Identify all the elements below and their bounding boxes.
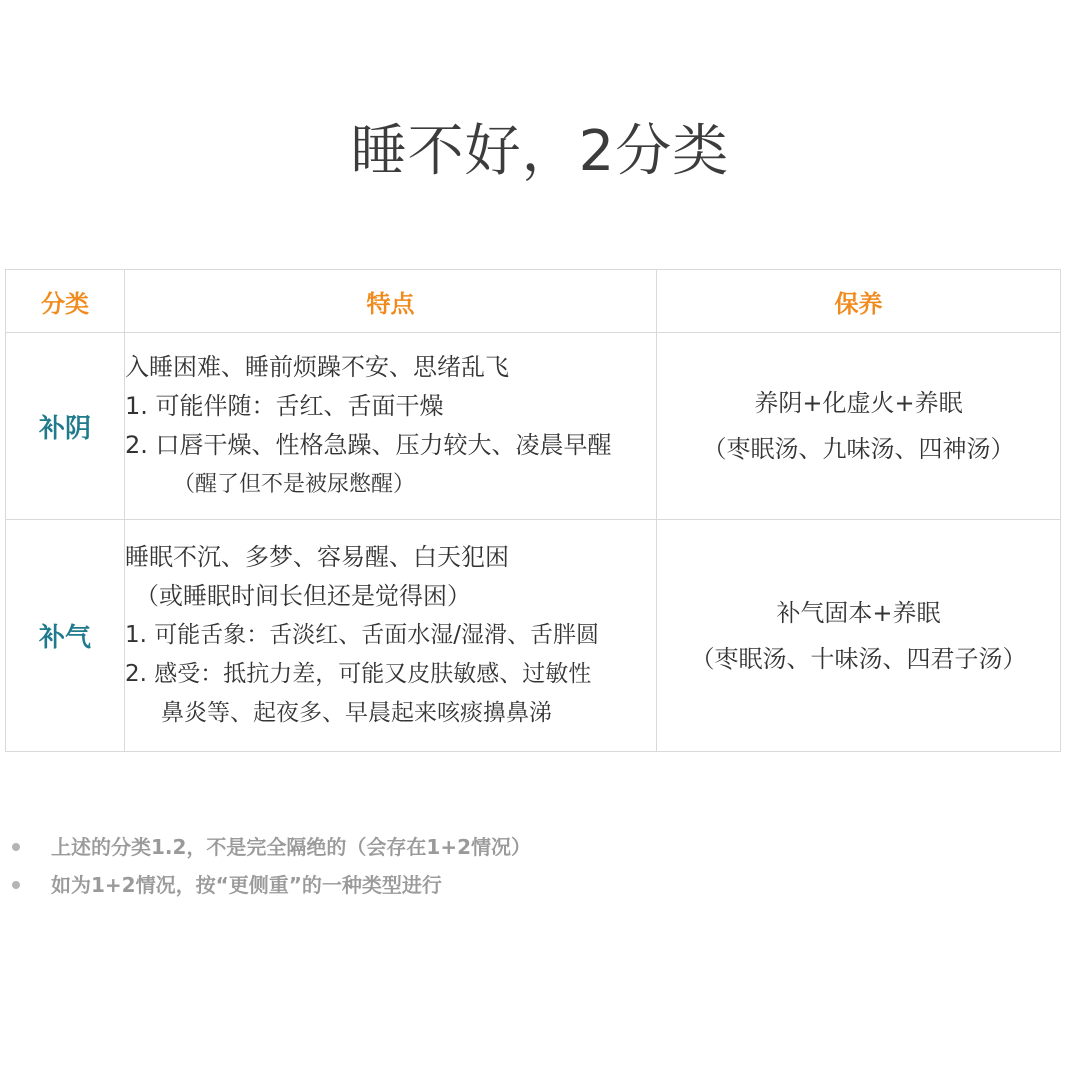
feature-line: 1. 可能舌象：舌淡红、舌面水湿/湿滑、舌胖圆 [125, 622, 600, 648]
header-features: 特点 [125, 270, 657, 333]
care-line: 养阴+化虚火+养眠 [754, 389, 963, 417]
category-cell: 补阴 [6, 333, 125, 520]
list-item [12, 866, 531, 904]
feature-line: 2. 感受：抵抗力差，可能又皮肤敏感、过敏性 [125, 661, 592, 687]
care-line: （枣眠汤、十味汤、四君子汤） [690, 644, 1027, 673]
bullet-icon [12, 843, 20, 851]
category-cell: 补气 [6, 520, 125, 752]
feature-line: 1. 可能伴随：舌红、舌面干燥 [125, 392, 444, 420]
feature-line: 入睡困难、睡前烦躁不安、思绪乱飞 [125, 353, 509, 381]
note-text: 上述的分类1.2，不是完全隔绝的（会存在1+2情况） [51, 835, 532, 859]
table-header-row [6, 270, 1061, 333]
list-item [12, 828, 531, 866]
page-title: 睡不好，2分类 [350, 119, 730, 184]
note-text: 如为1+2情况，按“更侧重”的一种类型进行 [51, 873, 442, 897]
header-category: 分类 [6, 270, 125, 333]
sleep-category-table [5, 269, 1061, 752]
notes-list [12, 828, 531, 904]
feature-line: （醒了但不是被尿憋醒） [173, 472, 416, 497]
feature-line: 鼻炎等、起夜多、早晨起来咳痰擤鼻涕 [161, 700, 552, 726]
header-care: 保养 [657, 270, 1061, 333]
feature-line: 2. 口唇干燥、性格急躁、压力较大、凌晨早醒 [125, 431, 612, 459]
feature-line: 睡眠不沉、多梦、容易醒、白天犯困 [125, 543, 509, 571]
care-line: 补气固本+养眠 [776, 598, 941, 627]
table-row [6, 520, 1061, 752]
bullet-icon [12, 881, 20, 889]
feature-line: （或睡眠时间长但还是觉得困） [135, 582, 471, 610]
care-cell [657, 520, 1061, 752]
features-cell [125, 520, 657, 752]
features-cell [125, 333, 657, 520]
care-cell [657, 333, 1061, 520]
table-row [6, 333, 1061, 520]
care-line: （枣眠汤、九味汤、四神汤） [702, 435, 1015, 463]
